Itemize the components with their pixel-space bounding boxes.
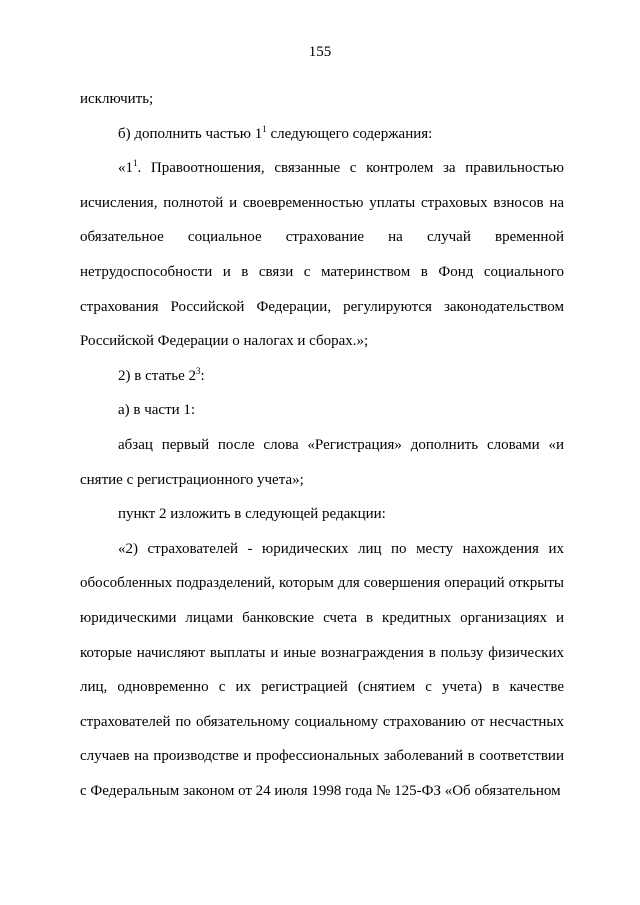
page-number: 155 (308, 44, 332, 60)
paragraph-8: «2) страхователей - юридических лиц по месту нахождения их обособленных подразделений, которым для совершения операций открыты юридическими лицами банковские счета в кредитных организациях и которые начисляют выплаты и иные вознаграждения в пользу физических лиц, одновременно с их регистрацией (снятием с учета) в качестве страхователей по обязательному социальному страхованию от несчастных случаев на производстве и профессиональных заболеваний в соответствии с Федеральным законом от 24 июля 1998 года № 125-ФЗ «Об обязательном (80, 540, 564, 799)
paragraph-6: абзац первый после слова «Регистрация» дополнить словами «и снятие с регистрационного учета»; (80, 436, 564, 488)
paragraph-3 (80, 151, 564, 359)
superscript: 3 (196, 365, 201, 376)
paragraph-4-text-b: : (200, 367, 205, 384)
paragraph-1: исключить; (80, 91, 154, 107)
document-body (80, 82, 564, 808)
superscript: 1 (262, 123, 267, 134)
paragraph-5: а) в части 1: (118, 402, 196, 419)
paragraph-4 (80, 359, 564, 394)
paragraph-2-text-a: б) дополнить частью 1 (118, 125, 263, 142)
paragraph-2-text-b: следующего содержания: (266, 125, 433, 142)
paragraph-3-text-a: «1 (118, 160, 133, 177)
paragraph-3-text-b: . Правоотношения, связанные с контролем за правильностью исчисления, полнотой и своевременностью уплаты страховых взносов на обязательное социальное страхование на случай временной нетрудоспособности и в связи с материнством в Фонд социального страхования Российской Федерации, регулируются законодательством Российской Федерации о налогах и сборах.»; (80, 160, 564, 350)
paragraph-2 (80, 117, 564, 152)
paragraph-4-text-a: 2) в статье 2 (118, 367, 197, 384)
paragraph-7: пункт 2 изложить в следующей редакции: (118, 506, 386, 523)
superscript: 1 (133, 158, 138, 169)
